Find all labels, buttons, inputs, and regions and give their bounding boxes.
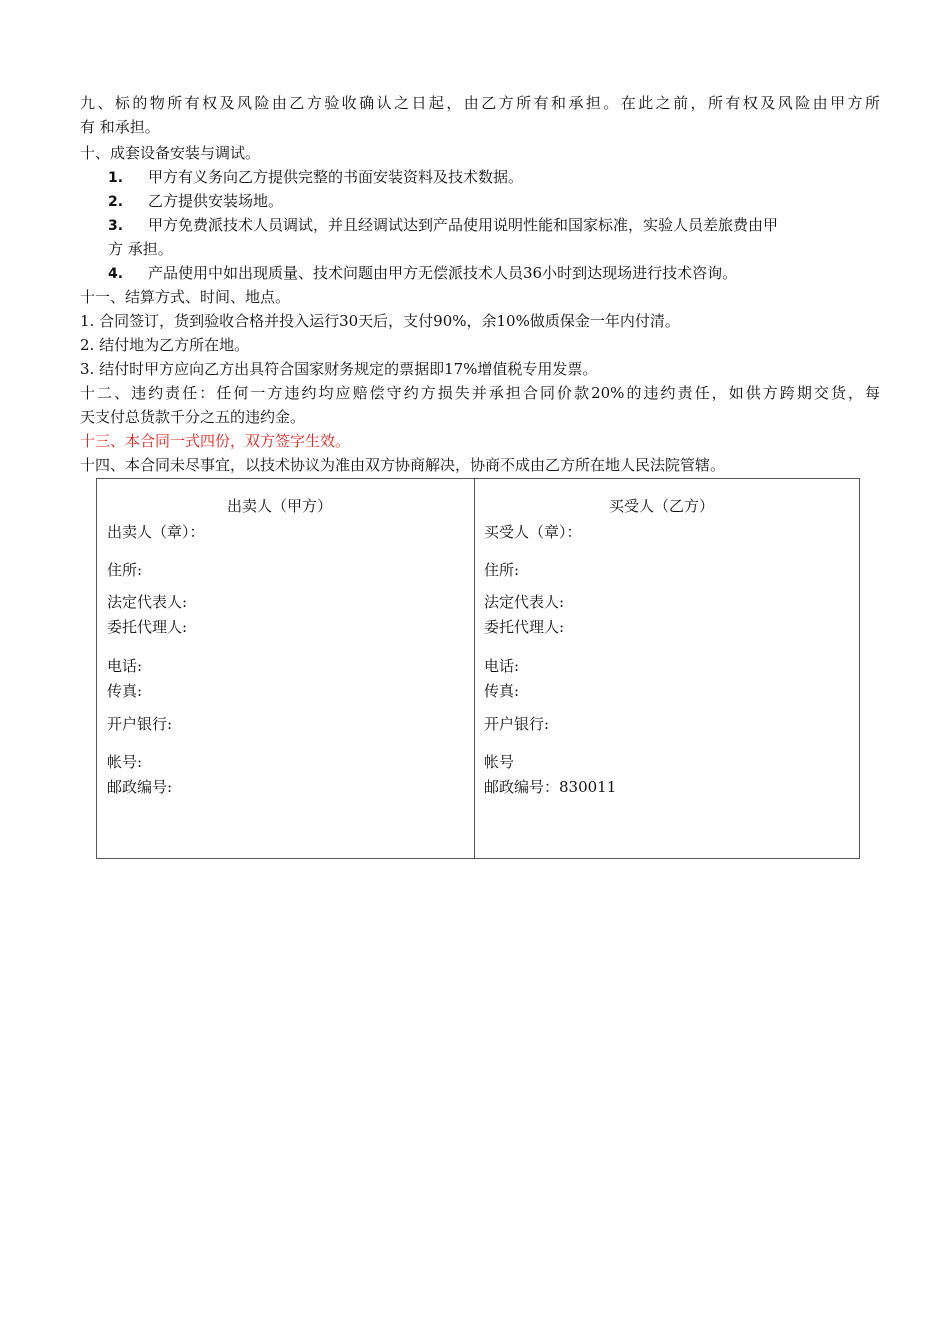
seller-phone-label: 电话: xyxy=(107,657,143,675)
clause-11-item-3: 3. 结付时甲方应向乙方出具符合国家财务规定的票据即17%增值税专用发票。 xyxy=(80,360,598,378)
buyer-legal-rep-label: 法定代表人: xyxy=(484,593,565,611)
item-text: 产品使用中如出现质量、技术问题由甲方无偿派技术人员36小时到达现场进行技术咨询。 xyxy=(148,264,738,282)
clause-9-line-2: 有 和承担。 xyxy=(80,118,160,136)
clause-10-item-2 xyxy=(108,190,908,213)
buyer-phone-label: 电话: xyxy=(484,657,520,675)
seller-header: 出卖人（甲方） xyxy=(227,497,333,515)
table-divider xyxy=(474,479,475,858)
signature-table xyxy=(96,478,860,859)
buyer-bank-label: 开户银行: xyxy=(484,715,550,733)
clause-10-item-3-cont: 方 承担。 xyxy=(108,240,173,258)
clause-10-item-1 xyxy=(108,166,908,189)
seller-legal-rep-label: 法定代表人: xyxy=(107,593,188,611)
seller-account-label: 帐号: xyxy=(107,753,143,771)
item-text: 甲方有义务向乙方提供完整的书面安装资料及技术数据。 xyxy=(148,168,524,186)
item-number: 3. xyxy=(108,218,124,234)
buyer-postcode-label: 邮政编号：830011 xyxy=(484,778,617,796)
item-text: 甲方免费派技术人员调试，并且经调试达到产品使用说明性能和国家标准，实验人员差旅费由甲 xyxy=(148,216,779,234)
buyer-account-label: 帐号 xyxy=(484,753,515,771)
clause-10-item-3 xyxy=(108,214,908,237)
buyer-agent-label: 委托代理人: xyxy=(484,618,565,636)
clause-11-title: 十一、结算方式、时间、地点。 xyxy=(80,288,291,306)
clause-10-item-4 xyxy=(108,262,908,285)
buyer-address-label: 住所: xyxy=(484,561,520,579)
seller-postcode-label: 邮政编号: xyxy=(107,778,173,796)
clause-10-title: 十、成套设备安装与调试。 xyxy=(80,144,261,162)
seller-address-label: 住所: xyxy=(107,561,143,579)
seller-bank-label: 开户银行: xyxy=(107,715,173,733)
clause-12-line-2: 天支付总货款千分之五的违约金。 xyxy=(80,408,306,426)
buyer-seal-label: 买受人（章）： xyxy=(484,523,582,541)
clause-12-line-1: 十二、违约责任：任何一方违约均应赔偿守约方损失并承担合同价款20%的违约责任，如供方跨期交货，每 xyxy=(80,384,880,402)
item-number: 4. xyxy=(108,266,124,282)
seller-fax-label: 传真: xyxy=(107,682,143,700)
clause-9-line-1: 九、标的物所有权及风险由乙方验收确认之日起，由乙方所有和承担。在此之前，所有权及风险由甲方所 xyxy=(80,94,880,112)
clause-13: 十三、本合同一式四份，双方签字生效。 xyxy=(80,432,351,450)
item-number: 2. xyxy=(108,194,124,210)
item-text: 乙方提供安装场地。 xyxy=(148,192,284,210)
seller-seal-label: 出卖人（章）： xyxy=(107,523,205,541)
buyer-header: 买受人（乙方） xyxy=(609,497,715,515)
clause-11-item-1: 1. 合同签订，货到验收合格并投入运行30天后，支付90%，余10%做质保金一年内付清。 xyxy=(80,312,680,330)
seller-agent-label: 委托代理人: xyxy=(107,618,188,636)
clause-11-item-2: 2. 结付地为乙方所在地。 xyxy=(80,336,250,354)
buyer-fax-label: 传真: xyxy=(484,682,520,700)
clause-14: 十四、本合同未尽事宜，以技术协议为准由双方协商解决，协商不成由乙方所在地人民法院管辖。 xyxy=(80,456,726,474)
item-number: 1. xyxy=(108,170,124,186)
